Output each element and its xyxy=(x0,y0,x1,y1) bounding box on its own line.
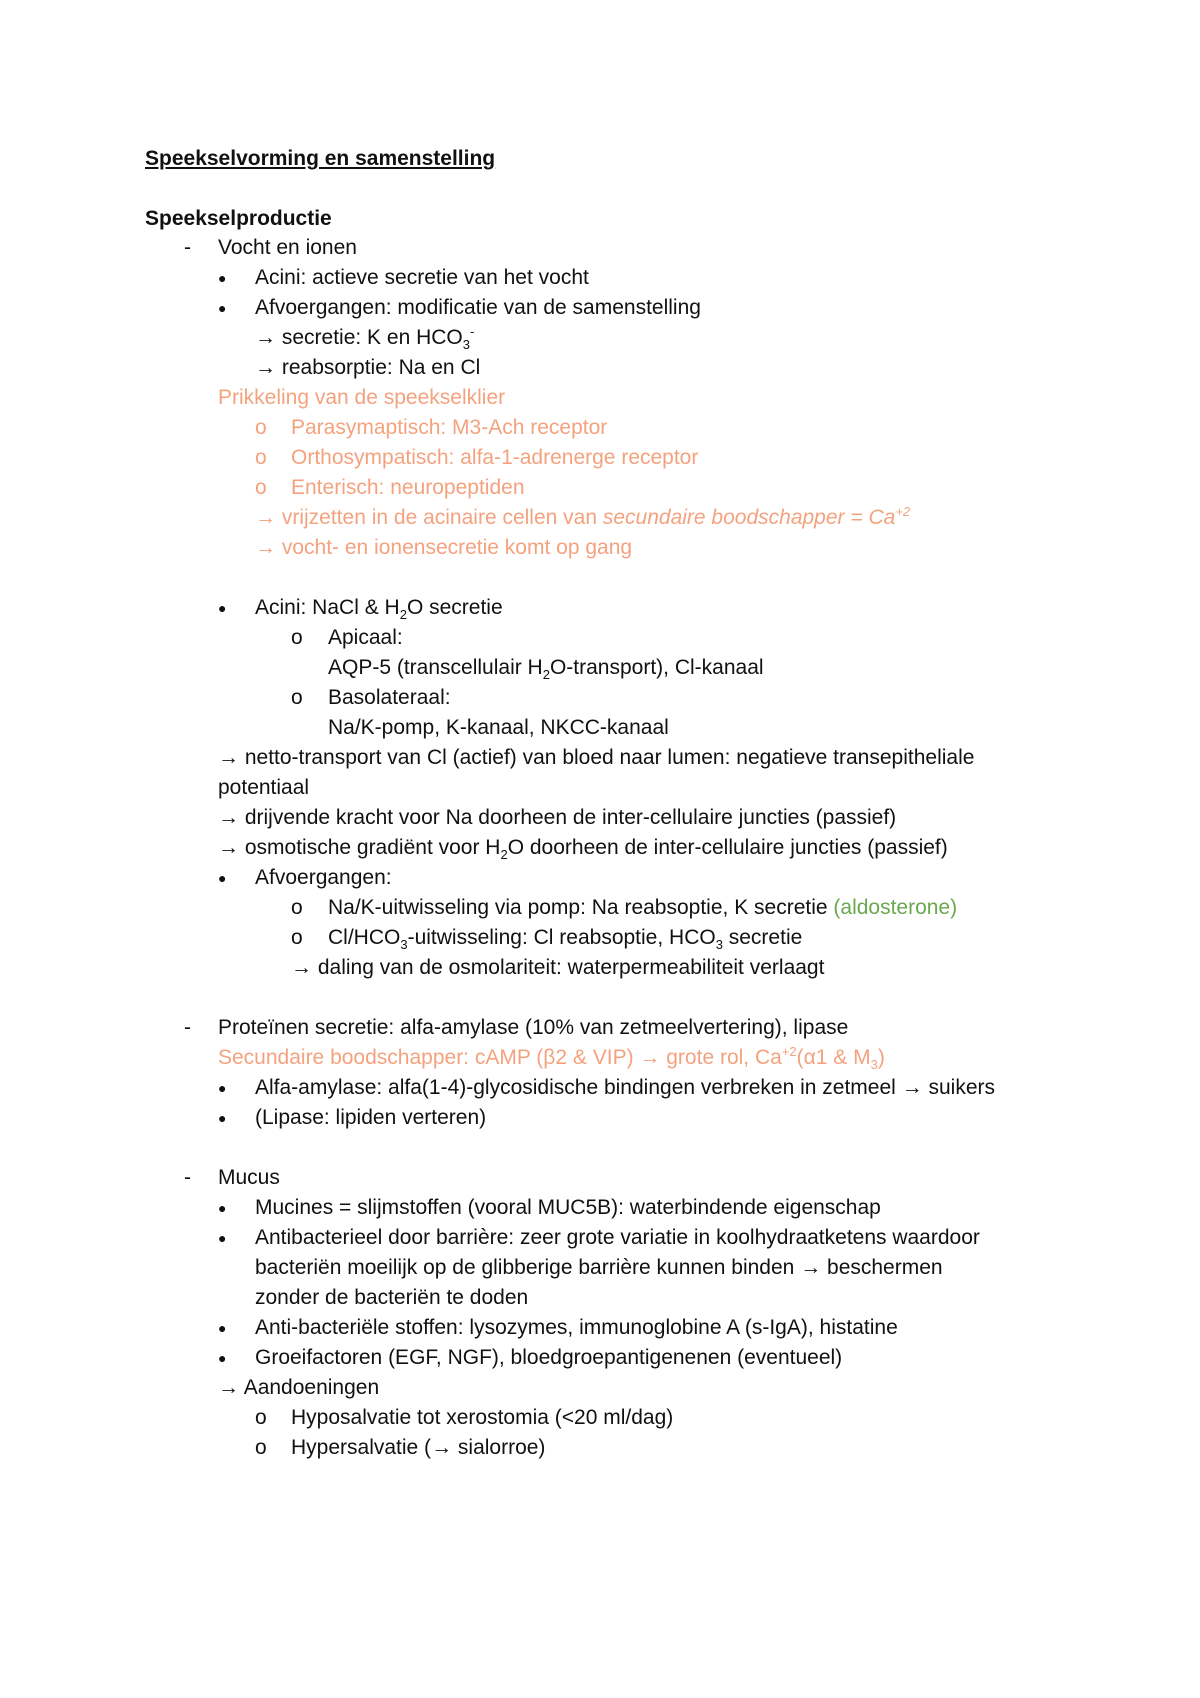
subheading-orange: Secundaire boodschapper: cAMP (β2 & VIP) → grote rol, $Ca^{+2}(\alpha 1$ & $M_3$) xyxy=(218,1044,885,1073)
circle-marker: o xyxy=(255,476,267,499)
circle-marker: o xyxy=(255,1436,267,1459)
arrow-icon: → xyxy=(431,1436,453,1459)
list-item: → netto-transport van Cl (actief) van bloed naar lumen: negatieve transepitheliale xyxy=(218,746,975,769)
bullet-marker: ● xyxy=(218,1350,227,1366)
list-item: Alfa-amylase: alfa(1-4)-glycosidische bindingen verbreken in zetmeel → suikers xyxy=(255,1076,996,1099)
bullet-marker: ● xyxy=(218,870,227,886)
bullet-marker: ● xyxy=(218,1080,227,1096)
list-item: → vrijzetten in de acinaire cellen van secundaire boodschapper = $Ca^{+2}$ xyxy=(255,504,911,529)
list-item: Na/K-pomp, K-kanaal, NKCC-kanaal xyxy=(328,716,669,739)
list-item: Antibacterieel door barrière: zeer grote variatie in koolhydraatketens waardoor xyxy=(255,1226,980,1249)
list-item: Afvoergangen: xyxy=(255,866,392,889)
list-item: Anti-bacteriële stoffen: lysozymes, immunoglobine A (s-IgA), histatine xyxy=(255,1316,898,1339)
list-item: AQP-5 (transcellulair $H_2O-transport$), Cl-kanaal xyxy=(328,656,764,683)
circle-marker: o xyxy=(291,626,303,649)
circle-marker: o xyxy=(255,446,267,469)
arrow-icon: → xyxy=(255,326,276,349)
bullet-marker: ● xyxy=(218,300,227,316)
list-item: Basolateraal: xyxy=(328,686,451,709)
arrow-icon: → xyxy=(639,1046,661,1069)
arrow-icon: → xyxy=(218,1376,239,1399)
circle-marker: o xyxy=(291,926,303,949)
circle-marker: o xyxy=(255,1406,267,1429)
list-item: → osmotische gradiënt voor $H_2O$ doorheen de inter-cellulaire juncties (passief) xyxy=(218,836,948,863)
list-item: bacteriën moeilijk op de glibberige barrière kunnen binden → beschermen xyxy=(255,1256,943,1279)
bullet-marker: ● xyxy=(218,1230,227,1246)
list-item: Mucines = slijmstoffen (vooral MUC5B): waterbindende eigenschap xyxy=(255,1196,881,1219)
arrow-icon: → xyxy=(800,1256,822,1279)
list-item: Acini: NaCl & $H_2O$ secretie xyxy=(255,596,503,623)
list-item: (Lipase: lipiden verteren) xyxy=(255,1106,487,1129)
dash-marker: - xyxy=(184,236,191,259)
subheading-orange: Prikkeling van de speekselklier xyxy=(218,386,506,409)
list-item: Parasymaptisch: M3-Ach receptor xyxy=(291,416,608,439)
bullet-marker: ● xyxy=(218,1110,227,1126)
circle-marker: o xyxy=(255,416,267,439)
list-item: → reabsorptie: Na en Cl xyxy=(255,356,481,379)
arrow-icon: → xyxy=(255,506,276,529)
list-item: Hypersalvatie (→ sialorroe) xyxy=(291,1436,546,1459)
bullet-marker: ● xyxy=(218,1200,227,1216)
bullet-marker: ● xyxy=(218,600,227,616)
section-heading: Speekselproductie xyxy=(145,207,332,230)
list-item: Apicaal: xyxy=(328,626,403,649)
arrow-icon: → xyxy=(218,746,239,769)
arrow-icon: → xyxy=(255,536,276,559)
list-item: Na/K-uitwisseling via pomp: Na reabsoptie, K secretie (aldosterone) xyxy=(328,896,958,919)
proteinen-heading: Proteïnen secretie: alfa-amylase (10% van zetmeelvertering), lipase xyxy=(218,1016,849,1039)
document-title: Speekselvorming en samenstelling xyxy=(145,147,496,170)
list-item: → Aandoeningen xyxy=(218,1376,380,1399)
list-item: → daling van de osmolariteit: waterpermeabiliteit verlaagt xyxy=(291,956,825,979)
arrow-icon: → xyxy=(255,356,276,379)
bullet-marker: ● xyxy=(218,1320,227,1336)
vocht-heading: Vocht en ionen xyxy=(218,236,357,259)
list-item: Groeifactoren (EGF, NGF), bloedgroepantigenenen (eventueel) xyxy=(255,1346,843,1369)
arrow-icon: → xyxy=(218,836,239,859)
arrow-icon: → xyxy=(901,1076,923,1099)
mucus-heading: Mucus xyxy=(218,1166,280,1189)
list-item: → drijvende kracht voor Na doorheen de inter-cellulaire juncties (passief) xyxy=(218,806,897,829)
list-item: Acini: actieve secretie van het vocht xyxy=(255,266,589,289)
dash-marker: - xyxy=(184,1166,191,1189)
circle-marker: o xyxy=(291,896,303,919)
list-item: potentiaal xyxy=(218,776,310,799)
arrow-icon: → xyxy=(291,956,312,979)
list-item: Afvoergangen: modificatie van de samenstelling xyxy=(255,296,701,319)
list-item: Hyposalvatie tot xerostomia (<20 ml/dag) xyxy=(291,1406,674,1429)
list-item: → vocht- en ionensecretie komt op gang xyxy=(255,536,633,559)
list-item: zonder de bacteriën te doden xyxy=(255,1286,529,1309)
list-item: $Cl/HCO_3$-uitwisseling: Cl reabsoptie, $HCO_3$ secretie xyxy=(328,926,803,953)
arrow-icon: → xyxy=(218,806,239,829)
bullet-marker: ● xyxy=(218,270,227,286)
list-item: → secretie: K en $HCO_3^-$ xyxy=(255,324,475,353)
circle-marker: o xyxy=(291,686,303,709)
list-item: Enterisch: neuropeptiden xyxy=(291,476,525,499)
dash-marker: - xyxy=(184,1016,191,1039)
list-item: Orthosympatisch: alfa-1-adrenerge receptor xyxy=(291,446,699,469)
